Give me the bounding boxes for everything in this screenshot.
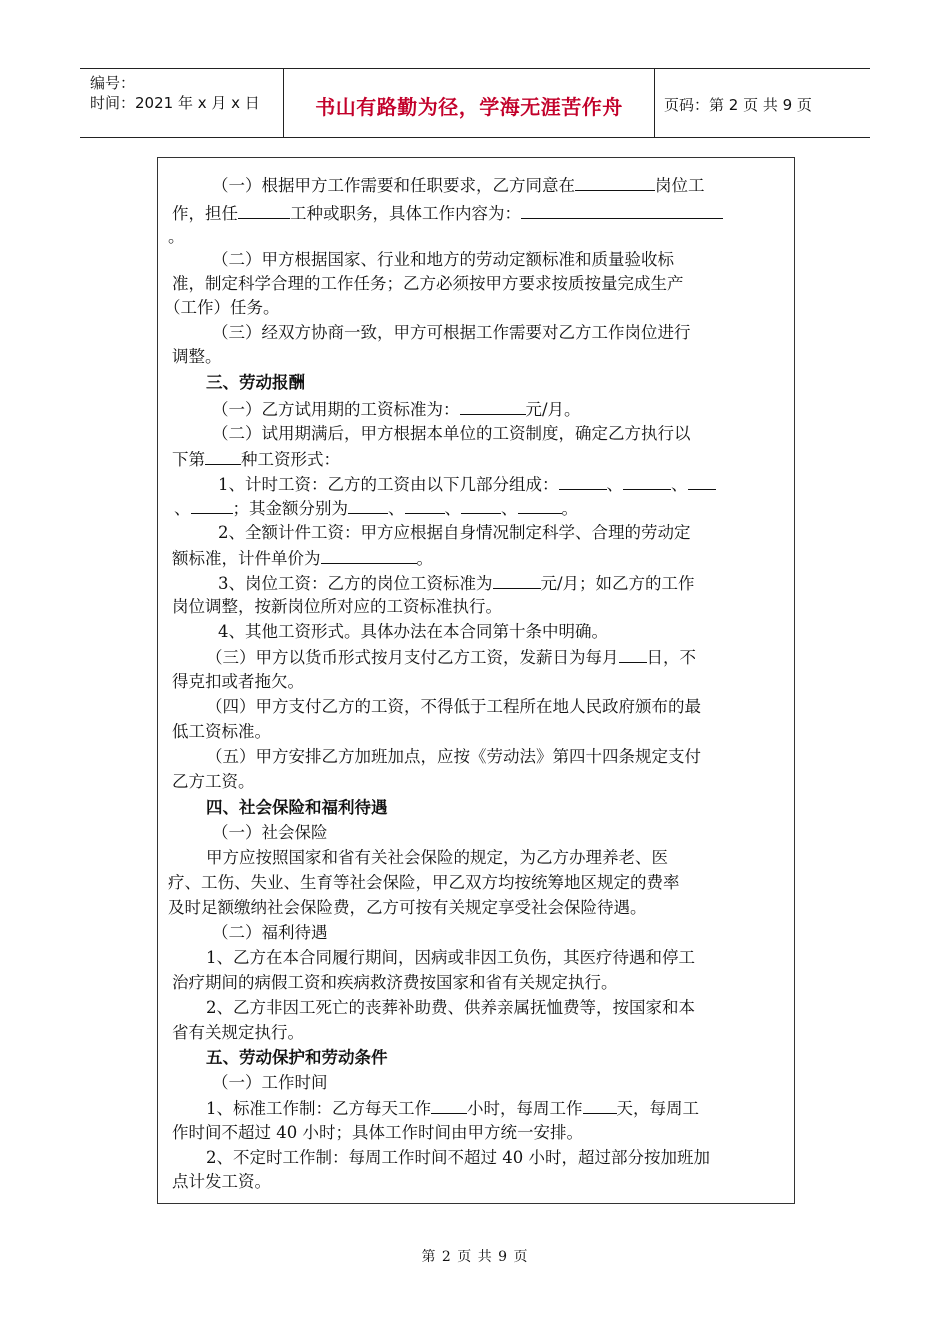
paragraph-line: 乙方工资。	[172, 772, 255, 791]
text-segment: 、	[606, 475, 623, 494]
text-segment: 1、计时工资：乙方的工资由以下几部分组成：	[218, 475, 559, 494]
blank-field	[493, 572, 541, 589]
paragraph-line: 治疗期间的病假工资和疾病救济费按国家和省有关规定执行。	[172, 973, 618, 992]
text-segment: 、	[671, 475, 688, 494]
header-page-cell	[654, 69, 870, 137]
paragraph-line: 2、不定时工作制：每周工作时间不超过 40 小时，超过部分按加班加	[206, 1148, 710, 1167]
paragraph-line	[172, 547, 433, 570]
header-motto: 书山有路勤为径，学海无涯苦作舟	[315, 95, 623, 119]
paragraph-line: （二）试用期满后，甲方根据本单位的工资制度，确定乙方执行以	[212, 424, 691, 443]
paragraph-line	[212, 398, 581, 421]
blank-field	[461, 497, 501, 514]
paragraph-line: 点计发工资。	[172, 1172, 271, 1191]
paragraph-line	[172, 202, 723, 225]
text-segment: ；其金额分别为	[232, 499, 348, 518]
paragraph-line: 疗、工伤、失业、生育等社会保险，甲乙双方均按统筹地区规定的费率	[168, 873, 680, 892]
text-segment: （一）根据甲方工作需要和任职要求，乙方同意在	[212, 176, 575, 195]
text-segment: 下第	[172, 450, 205, 469]
paragraph-line: 省有关规定执行。	[172, 1023, 304, 1042]
paragraph-line: 2、乙方非因工死亡的丧葬补助费、供养亲属抚恤费等，按国家和本	[206, 998, 695, 1017]
text-segment: 岗位工	[655, 176, 705, 195]
section-heading: 三、劳动报酬	[206, 373, 305, 392]
text-segment: 种工资形式：	[241, 450, 340, 469]
paragraph-line: 2、全额计件工资：甲方应根据自身情况制定科学、合理的劳动定	[218, 523, 691, 542]
blank-field	[559, 473, 607, 490]
paragraph-line: 。	[168, 227, 185, 246]
blank-field	[521, 202, 723, 219]
paragraph-line: 1、乙方在本合同履行期间，因病或非因工负伤，其医疗待遇和停工	[206, 948, 695, 967]
header-page-info: 页码：第 2 页 共 9 页	[664, 96, 812, 114]
text-segment: 、	[174, 499, 191, 518]
paragraph-line: 作时间不超过 40 小时；具体工作时间由甲方统一安排。	[172, 1123, 583, 1142]
text-segment: 1、标准工作制：乙方每天工作	[206, 1099, 431, 1118]
blank-field	[321, 547, 417, 564]
paragraph-line	[206, 646, 696, 669]
paragraph-line: （五）甲方安排乙方加班加点，应按《劳动法》第四十四条规定支付	[206, 747, 701, 766]
paragraph-line: （二）甲方根据国家、行业和地方的劳动定额标准和质量验收标	[212, 250, 674, 269]
paragraph-line: 调整。	[172, 347, 222, 366]
blank-field	[623, 473, 671, 490]
text-segment: 、	[444, 499, 461, 518]
paragraph-line: （一）社会保险	[212, 823, 328, 842]
text-segment: 工种或职务，具体工作内容为：	[290, 204, 521, 223]
document-number-label: 编号：	[90, 74, 136, 92]
paragraph-line: 得克扣或者拖欠。	[172, 672, 304, 691]
text-segment: 小时，每周工作	[467, 1099, 583, 1118]
paragraph-line: （工作）任务。	[164, 298, 280, 317]
paragraph-line: 甲方应按照国家和省有关社会保险的规定，为乙方办理养老、医	[206, 848, 668, 867]
text-segment: 。	[416, 549, 433, 568]
paragraph-line: （三）经双方协商一致，甲方可根据工作需要对乙方工作岗位进行	[212, 323, 691, 342]
blank-field	[205, 448, 241, 465]
paragraph-line: （一）工作时间	[212, 1073, 328, 1092]
paragraph-line: （四）甲方支付乙方的工资，不得低于工程所在地人民政府颁布的最	[206, 697, 701, 716]
page-footer-number: 第 2 页 共 9 页	[421, 1249, 529, 1265]
blank-field	[348, 497, 388, 514]
text-segment: 元/月；如乙方的工作	[540, 574, 695, 593]
paragraph-line	[212, 174, 705, 197]
blank-field	[431, 1097, 467, 1114]
text-segment: 、	[388, 499, 405, 518]
blank-field	[583, 1097, 617, 1114]
text-segment: 额标准，计件单价为	[172, 549, 321, 568]
paragraph-line	[206, 1097, 699, 1120]
text-segment: （一）乙方试用期的工资标准为：	[212, 400, 460, 419]
paragraph-line: 岗位调整，按新岗位所对应的工资标准执行。	[172, 597, 502, 616]
paragraph-line	[218, 473, 716, 496]
section-heading: 四、社会保险和福利待遇	[206, 798, 388, 817]
section-heading: 五、劳动保护和劳动条件	[206, 1048, 388, 1067]
page-header	[80, 68, 870, 138]
blank-field	[191, 497, 233, 514]
paragraph-line: 4、其他工资形式。具体办法在本合同第十条中明确。	[218, 622, 608, 641]
text-segment: 日，不	[646, 648, 696, 667]
paragraph-line	[218, 572, 695, 595]
paragraph-line: 及时足额缴纳社会保险费，乙方可按有关规定享受社会保险待遇。	[168, 898, 647, 917]
text-segment: 天，每周工	[616, 1099, 699, 1118]
paragraph-line	[174, 497, 578, 520]
blank-field	[688, 473, 716, 490]
text-segment: 作，担任	[172, 204, 238, 223]
blank-field	[619, 646, 647, 663]
header-motto-cell	[283, 69, 655, 137]
text-segment: 元/月。	[525, 400, 581, 419]
paragraph-line: （二）福利待遇	[212, 923, 328, 942]
text-segment: 。	[561, 499, 578, 518]
blank-field	[238, 202, 290, 219]
text-segment: （三）甲方以货币形式按月支付乙方工资，发薪日为每月	[206, 648, 619, 667]
document-date-label: 时间：2021 年 x 月 x 日	[90, 94, 260, 112]
blank-field	[460, 398, 526, 415]
paragraph-line: 准，制定科学合理的工作任务；乙方必须按甲方要求按质按量完成生产	[172, 274, 684, 293]
text-segment: 3、岗位工资：乙方的岗位工资标准为	[218, 574, 493, 593]
text-segment: 、	[501, 499, 518, 518]
paragraph-line: 低工资标准。	[172, 722, 271, 741]
blank-field	[575, 174, 655, 191]
paragraph-line	[172, 448, 340, 471]
header-meta-cell	[80, 69, 283, 137]
blank-field	[405, 497, 445, 514]
blank-field	[518, 497, 562, 514]
